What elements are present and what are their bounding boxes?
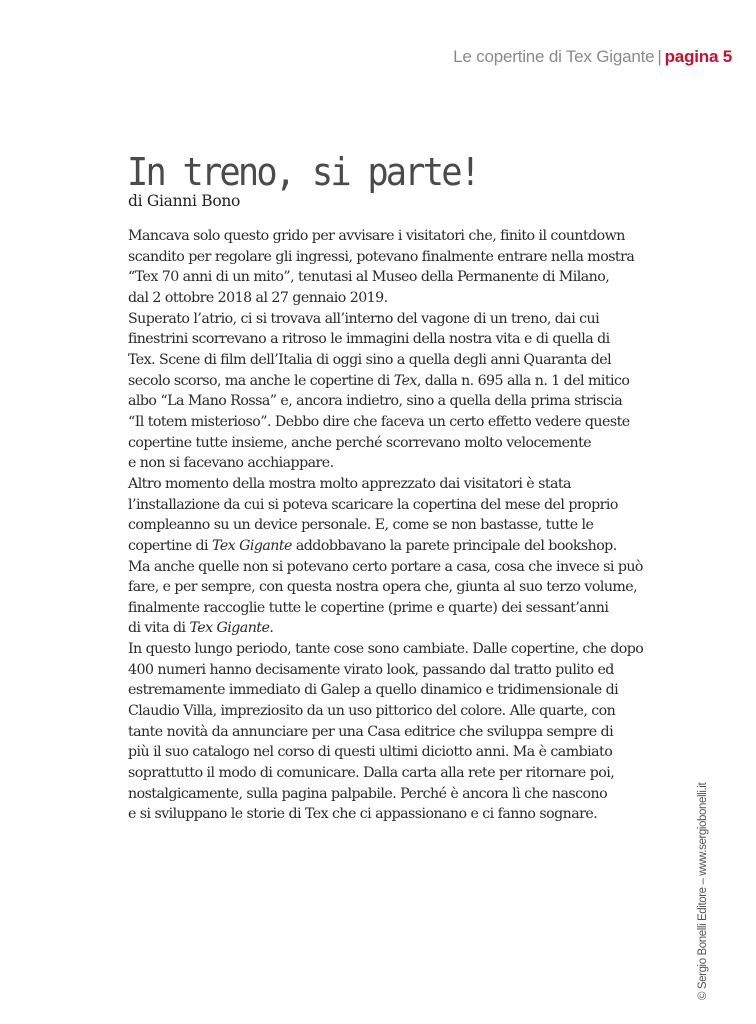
body-text-run: “Il totem misterioso”. Debbo dire che faceva un certo effetto vedere queste <box>128 413 630 430</box>
body-text-run: di vita di <box>128 620 190 637</box>
body-text-run: soprattutto il modo di comunicare. Dalla carta alla rete per ritornare poi, <box>128 765 615 782</box>
body-line <box>128 412 648 433</box>
body-line <box>128 742 648 763</box>
body-text-run: addobbavano la parete principale del bookshop. <box>291 537 617 554</box>
header-separator: | <box>657 47 662 66</box>
body-text-run: Mancava solo questo grido per avvisare i visitatori che, finito il countdown <box>128 228 625 244</box>
body-text-run: finestrini scorrevano a ritroso le immagini della nostra vita e di quella di <box>128 331 610 348</box>
body-text-run: l’installazione da cui si poteva scaricare la copertina del mese del proprio <box>128 496 618 513</box>
body-line <box>128 391 648 412</box>
article-body <box>128 226 648 825</box>
article-byline: di Gianni Bono <box>128 192 241 210</box>
body-line <box>128 288 648 309</box>
body-text-run: Claudio Villa, impreziosito da un uso pittorico del colore. Alle quarte, con <box>128 703 616 720</box>
italic-title-text: Tex Gigante <box>189 620 270 637</box>
body-line <box>128 557 648 578</box>
body-text-run: Altro momento della mostra molto apprezzato dai visitatori è stata <box>128 475 571 492</box>
body-text-run: fare, e per sempre, con questa nostra opera che, giunta al suo terzo volume, <box>128 579 638 596</box>
italic-title-text: Tex Gigante <box>212 537 292 554</box>
copyright-credit: © Sergio Bonelli Editore – www.sergiobonelli.it <box>697 782 709 1000</box>
body-line <box>128 267 648 288</box>
body-text-run: Superato l’atrio, ci si trovava all’interno del vagone di un treno, dai cui <box>128 310 600 327</box>
body-line <box>128 329 648 350</box>
body-text-run: copertine di <box>128 537 213 554</box>
body-line <box>128 660 648 681</box>
body-text-run: “Tex 70 anni di un mito”, tenutasi al Museo della Permanente di Milano, <box>128 269 610 286</box>
body-text-run: più il suo catalogo nel corso di questi ultimi diciotto anni. Ma è cambiato <box>128 744 613 761</box>
body-text-run: finalmente raccoglie tutte le copertine (prime e quarte) dei sessant’anni <box>128 599 609 616</box>
body-text-run: copertine tutte insieme, anche perché scorrevano molto velocemente <box>128 434 592 451</box>
body-text-run: Ma anche quelle non si potevano certo portare a casa, cosa che invece si può <box>128 558 643 575</box>
running-title: Le copertine di Tex Gigante <box>453 47 655 66</box>
body-text-run: , dalla n. 695 alla n. 1 del mitico <box>416 372 630 389</box>
body-text-run: albo “La Mano Rossa” e, ancora indietro, sino a quella della prima striscia <box>128 393 623 410</box>
body-line <box>128 763 648 784</box>
body-text-run: 400 numeri hanno decisamente virato look, passando dal tratto pulito ed <box>128 661 614 678</box>
body-text-run: compleanno su un device personale. E, come se non bastasse, tutte le <box>128 517 594 534</box>
page-number: pagina 5 <box>664 47 732 66</box>
article-title: In treno, si parte! <box>127 150 479 194</box>
body-line <box>128 680 648 701</box>
body-line <box>128 453 648 474</box>
body-text-run: Tex. Scene di film dell’Italia di oggi sino a quella degli anni Quaranta del <box>128 351 612 368</box>
body-line <box>128 577 648 598</box>
body-line <box>128 350 648 371</box>
body-text-run: In questo lungo periodo, tante cose sono cambiate. Dalle copertine, che dopo <box>128 641 644 658</box>
body-line <box>128 226 648 247</box>
body-line <box>128 784 648 805</box>
italic-title-text: Tex <box>393 372 417 389</box>
body-line <box>128 804 648 825</box>
body-text-run: dal 2 ottobre 2018 al 27 gennaio 2019. <box>128 289 388 306</box>
body-line <box>128 371 648 392</box>
body-line <box>128 247 648 268</box>
body-line <box>128 433 648 454</box>
body-text-run: e si sviluppano le storie di Tex che ci appassionano e ci fanno sognare. <box>128 806 598 823</box>
body-line <box>128 598 648 619</box>
body-line <box>128 701 648 722</box>
body-line <box>128 618 648 639</box>
body-text-run: secolo scorso, ma anche le copertine di <box>128 372 394 389</box>
running-header <box>453 47 732 67</box>
body-line <box>128 536 648 557</box>
body-line <box>128 309 648 330</box>
body-text-run: . <box>269 620 274 637</box>
body-text-run: e non si facevano acchiappare. <box>128 455 334 472</box>
body-line <box>128 495 648 516</box>
body-line <box>128 639 648 660</box>
body-text-run: estremamente immediato di Galep a quello dinamico e tridimensionale di <box>128 682 619 699</box>
body-line <box>128 515 648 536</box>
body-line <box>128 722 648 743</box>
body-text-run: scandito per regolare gli ingressi, potevano finalmente entrare nella mostra <box>128 248 635 265</box>
body-text-run: tante novità da annunciare per una Casa editrice che sviluppa sempre di <box>128 723 614 740</box>
body-line <box>128 474 648 495</box>
body-text-run: nostalgicamente, sulla pagina palpabile. Perché è ancora lì che nascono <box>128 785 608 802</box>
